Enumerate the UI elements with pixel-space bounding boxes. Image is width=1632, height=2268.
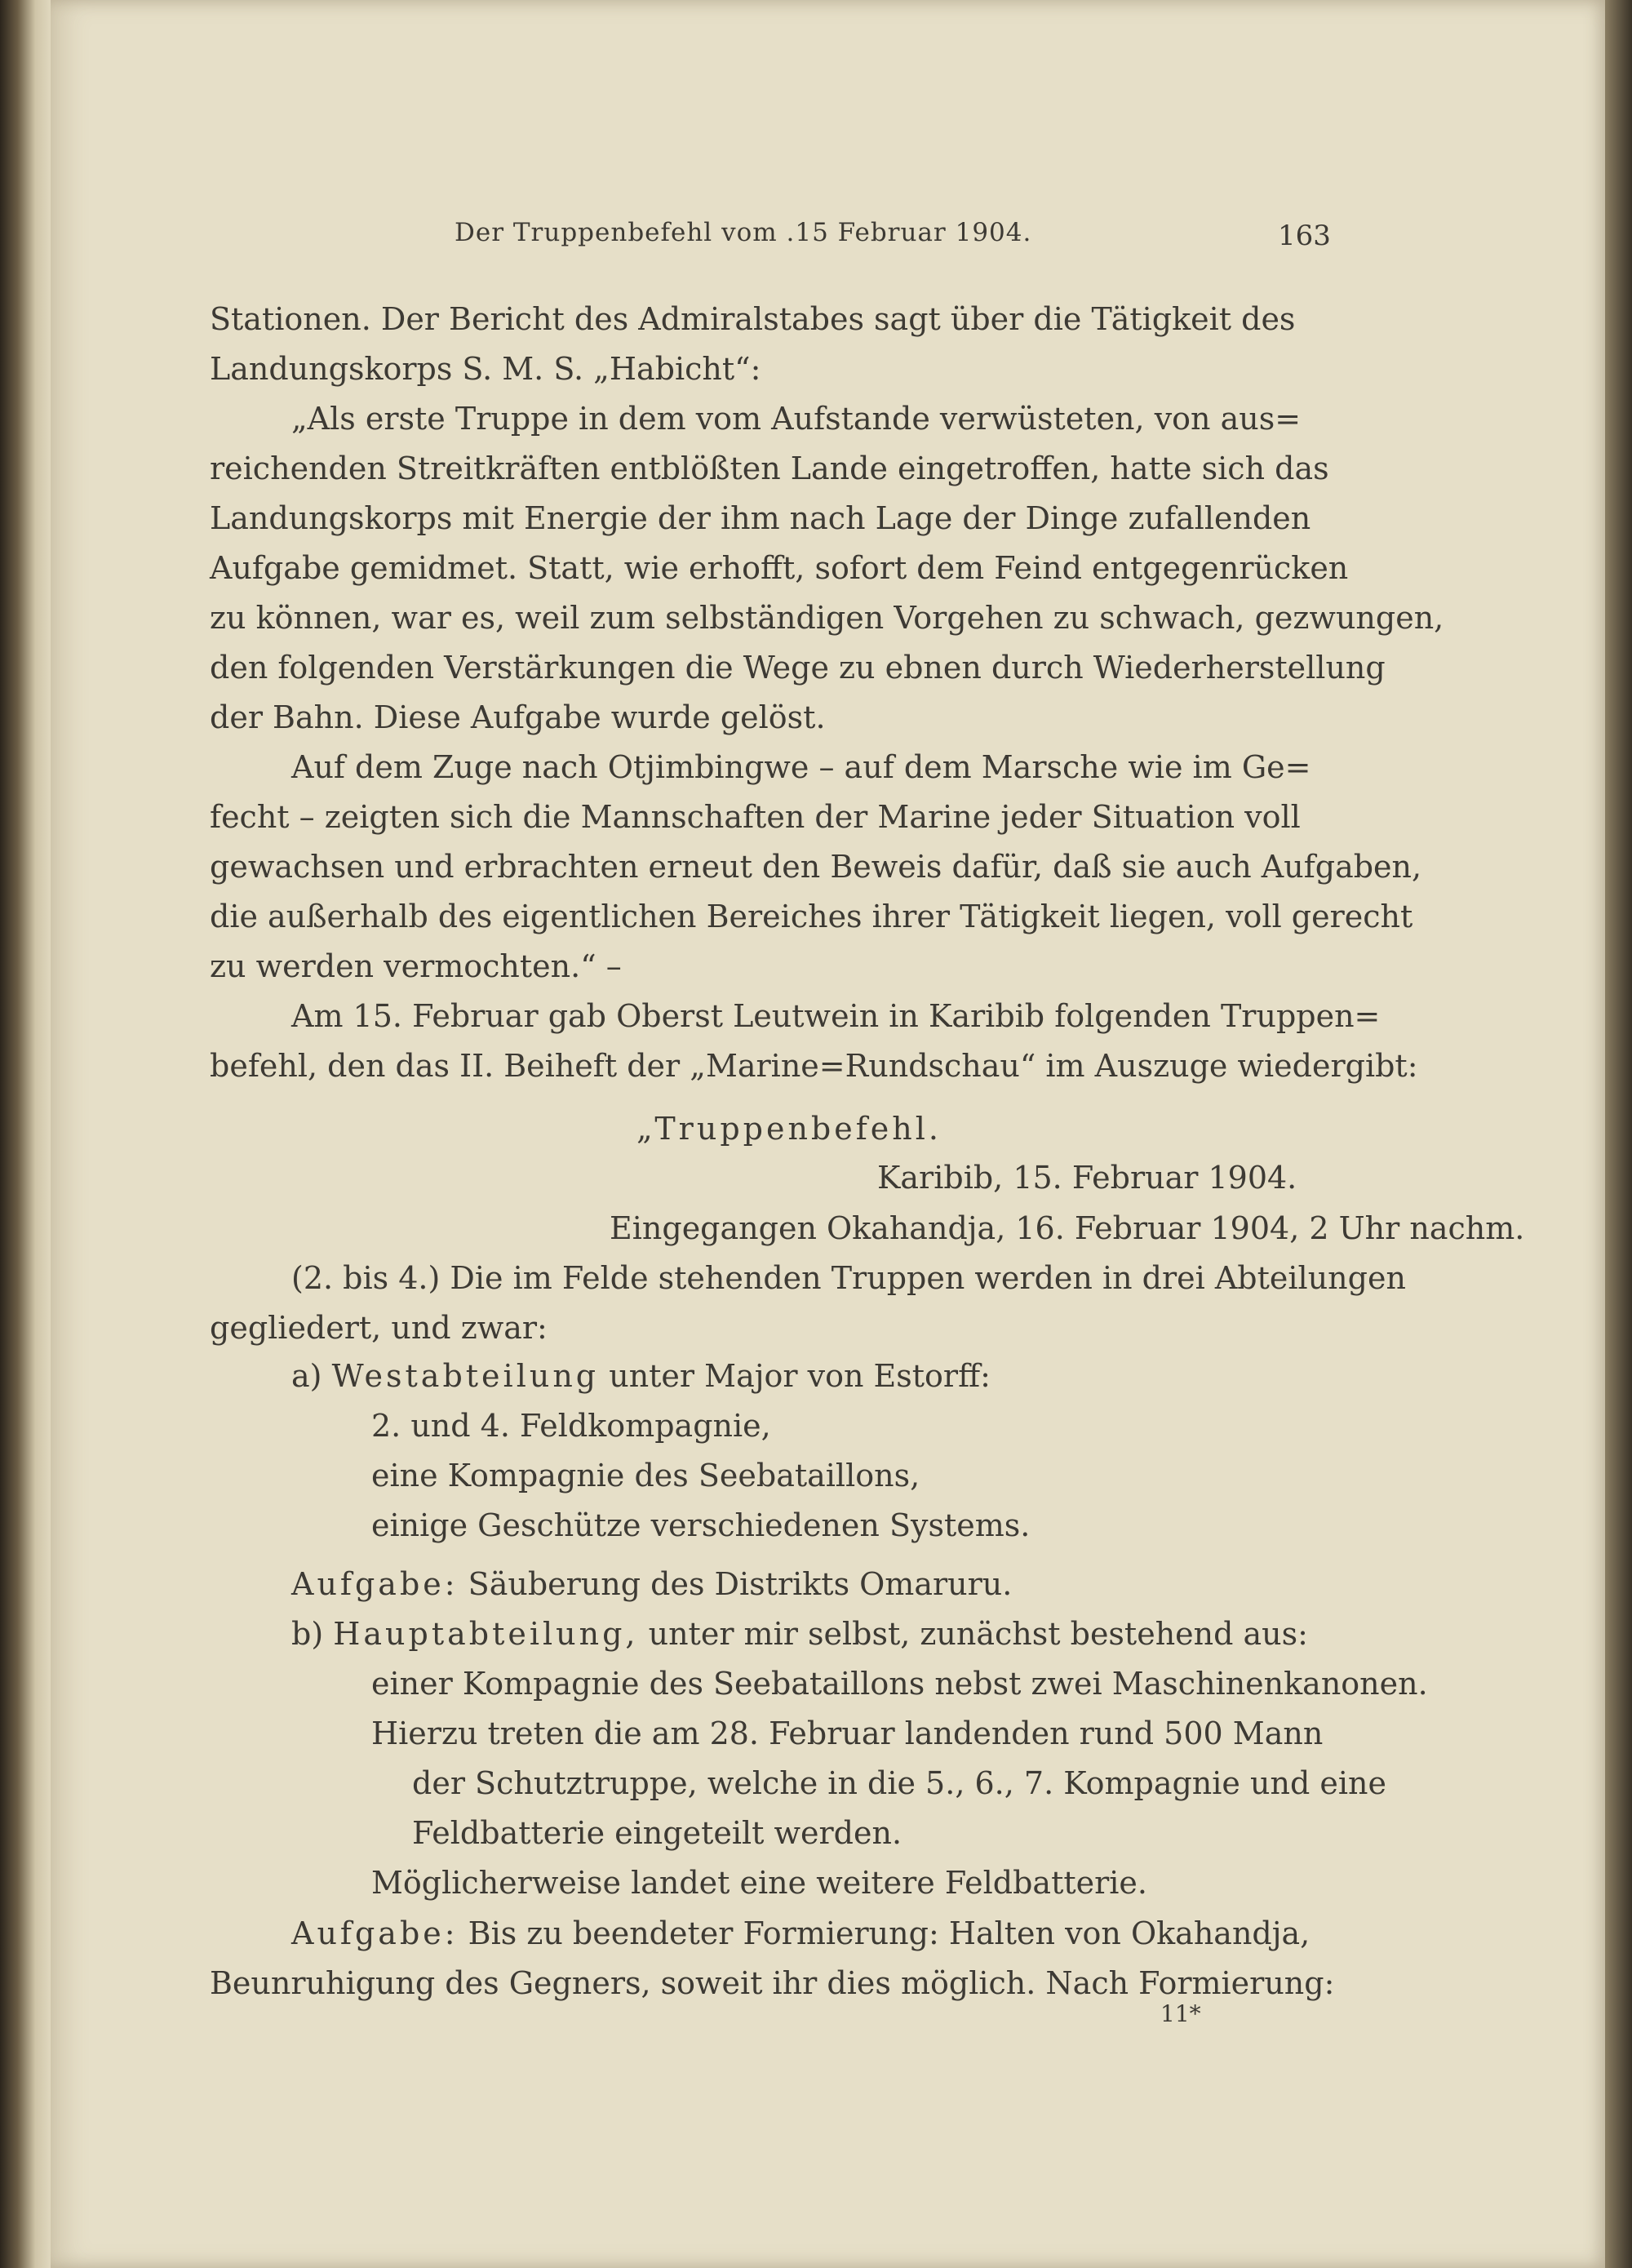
list-item: einige Geschütze verschiedenen Systems. [371,1507,1031,1543]
book-gutter [0,0,51,2268]
section-b-task [291,1915,1373,1951]
order-place-date: Karibib, 15. Februar 1904. [877,1160,1297,1196]
text-line: Aufgabe gemidmet. Statt, wie erhofft, sofort dem Feind entgegenrücken [210,550,1349,586]
text-line: reichenden Streitkräften entblößten Lande eingetroffen, hatte sich das [210,450,1329,486]
section-b-prefix: b) [291,1616,324,1652]
page-number: 163 [1278,220,1331,252]
text-line: Landungskorps mit Energie der ihm nach Lage der Dinge zufallenden [210,500,1311,536]
section-a-heading [291,1358,991,1394]
text-line: Beunruhigung des Gegners, soweit ihr dies möglich. Nach Formierung: [210,1965,1335,2001]
list-item: Feldbatterie eingeteilt werden. [412,1815,902,1851]
signature-mark: 11* [1160,2000,1201,2027]
text-line: Landungskorps S. M. S. „Habicht“: [210,351,761,387]
text-line: zu werden vermochten.“ – [210,948,622,984]
text-line: gewachsen und erbrachten erneut den Beweis dafür, daß sie auch Aufgaben, [210,849,1422,885]
book-page [51,0,1605,2268]
text-line: der Bahn. Diese Aufgabe wurde gelöst. [210,699,826,735]
section-a-rest: unter Major von Estorff: [609,1358,991,1394]
text-line: den folgenden Verstärkungen die Wege zu ebnen durch Wiederherstellung [210,650,1386,686]
section-b-rest: unter mir selbst, zunächst bestehend aus: [648,1616,1308,1652]
order-title: „Truppenbefehl. [636,1111,942,1147]
section-a-task [291,1566,1013,1602]
text-line: Stationen. Der Bericht des Admiralstabes sagt über die Tätigkeit des [210,301,1296,337]
section-a-title: Westabteilung [331,1358,600,1394]
text-line: die außerhalb des eigentlichen Bereiches ihrer Tätigkeit liegen, voll gerecht [210,899,1413,934]
text-line: „Als erste Truppe in dem vom Aufstande verwüsteten, von aus= [291,401,1302,437]
text-line: Auf dem Zuge nach Otjimbingwe – auf dem Marsche wie im Ge= [291,749,1311,785]
page-edge [1605,0,1632,2268]
list-item: Hierzu treten die am 28. Februar landenden rund 500 Mann [371,1715,1324,1751]
text-line: fecht – zeigten sich die Mannschaften der Marine jeder Situation voll [210,799,1301,835]
list-item: eine Kompagnie des Seebataillons, [371,1458,920,1494]
list-item: der Schutztruppe, welche in die 5., 6., 7. Kompagnie und eine [412,1765,1386,1801]
list-item: einer Kompagnie des Seebataillons nebst zwei Maschinenkanonen. [371,1666,1428,1702]
list-item: 2. und 4. Feldkompagnie, [371,1408,771,1444]
text-line: gegliedert, und zwar: [210,1310,548,1346]
running-title: Der Truppenbefehl vom .15 Februar 1904. [455,218,1032,247]
section-b-title: Hauptabteilung, [333,1616,639,1652]
list-item: Möglicherweise landet eine weitere Feldbatterie. [371,1865,1148,1901]
task-label: Aufgabe: [291,1915,459,1951]
section-b-heading [291,1616,1308,1652]
text-line: zu können, war es, weil zum selbständigen Vorgehen zu schwach, gezwungen, [210,600,1444,636]
task-text: Bis zu beendeter Formierung: Halten von Okahandja, [468,1915,1310,1951]
text-line: Am 15. Februar gab Oberst Leutwein in Karibib folgenden Truppen= [291,998,1381,1034]
text-line: (2. bis 4.) Die im Felde stehenden Truppen werden in drei Abteilungen [291,1260,1406,1296]
task-label: Aufgabe: [291,1566,459,1602]
task-text: Säuberung des Distrikts Omaruru. [468,1566,1013,1602]
section-a-prefix: a) [291,1358,322,1394]
order-received-note: Eingegangen Okahandja, 16. Februar 1904, 2 Uhr nachm. [610,1210,1525,1246]
text-line: befehl, den das II. Beiheft der „Marine=Rundschau“ im Auszuge wiedergibt: [210,1048,1418,1084]
